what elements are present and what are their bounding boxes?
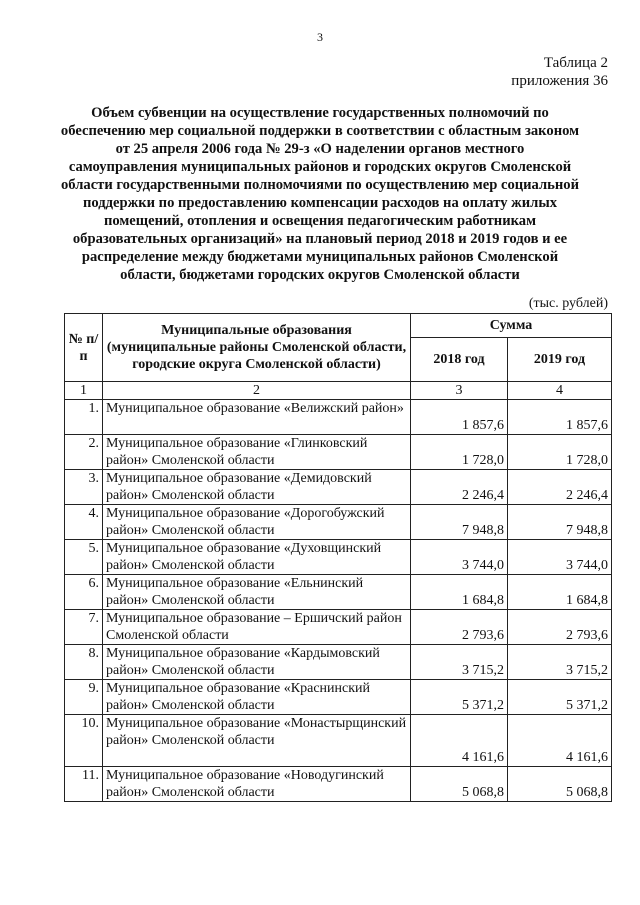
table-caption	[511, 54, 608, 90]
municipality-name: Муниципальное образование «Глинковский район» Смоленской области	[103, 435, 411, 470]
header-sum: Сумма	[411, 314, 612, 338]
municipality-name: Муниципальное образование «Ельнинский район» Смоленской области	[103, 575, 411, 610]
table-row	[65, 680, 612, 715]
amount-2019: 4 161,6	[508, 715, 612, 767]
amount-2019: 1 728,0	[508, 435, 612, 470]
amount-2019: 7 948,8	[508, 505, 612, 540]
row-number: 3.	[65, 470, 103, 505]
row-number: 1.	[65, 400, 103, 435]
municipality-name: Муниципальное образование «Кардымовский район» Смоленской области	[103, 645, 411, 680]
row-number: 7.	[65, 610, 103, 645]
amount-2018: 3 715,2	[411, 645, 508, 680]
row-number: 9.	[65, 680, 103, 715]
row-number: 6.	[65, 575, 103, 610]
amount-2019: 2 246,4	[508, 470, 612, 505]
column-index: 3	[411, 382, 508, 400]
municipality-name: Муниципальное образование – Ершичский район Смоленской области	[103, 610, 411, 645]
table-row	[65, 400, 612, 435]
municipality-name: Муниципальное образование «Монастырщинский район» Смоленской области	[103, 715, 411, 767]
row-number: 8.	[65, 645, 103, 680]
units-label: (тыс. рублей)	[528, 296, 608, 311]
amount-2019: 2 793,6	[508, 610, 612, 645]
amount-2019: 5 068,8	[508, 767, 612, 802]
table-row	[65, 470, 612, 505]
municipality-name: Муниципальное образование «Новодугинский район» Смоленской области	[103, 767, 411, 802]
document-title: Объем субвенции на осуществление государственных полномочий по обеспечению мер социальной поддержки в соответствии с областным законом от 25 апреля 2006 года № 29-з «О наделении органов местного самоуправления муниципальных районов и городских округов Смоленской области государственными полномочиями по осуществлению мер социальной поддержки по предоставлению компенсации расходов на оплату жилых помещений, отопления и освещения педагогическим работникам образовательных организаций» на плановый период 2018 и 2019 годов и ее распределение между бюджетами муниципальных районов Смоленской области, бюджетами городских округов Смоленской области	[60, 105, 580, 283]
amount-2018: 4 161,6	[411, 715, 508, 767]
municipality-name: Муниципальное образование «Велижский район»	[103, 400, 411, 435]
table-row	[65, 767, 612, 802]
amount-2018: 5 068,8	[411, 767, 508, 802]
row-number: 5.	[65, 540, 103, 575]
table-row	[65, 610, 612, 645]
subsidy-table	[64, 313, 612, 802]
amount-2018: 5 371,2	[411, 680, 508, 715]
column-index: 2	[103, 382, 411, 400]
row-number: 2.	[65, 435, 103, 470]
amount-2018: 7 948,8	[411, 505, 508, 540]
row-number: 4.	[65, 505, 103, 540]
header-name: Муниципальные образования (муниципальные районы Смоленской области, городские округа Смоленской области)	[103, 314, 411, 382]
table-row	[65, 715, 612, 767]
table-row	[65, 505, 612, 540]
header-year-2018: 2018 год	[411, 338, 508, 382]
amount-2019: 1 684,8	[508, 575, 612, 610]
table-row	[65, 435, 612, 470]
municipality-name: Муниципальное образование «Дорогобужский район» Смоленской области	[103, 505, 411, 540]
table-row	[65, 540, 612, 575]
municipality-name: Муниципальное образование «Демидовский район» Смоленской области	[103, 470, 411, 505]
header-num: № п/п	[65, 314, 103, 382]
amount-2018: 2 246,4	[411, 470, 508, 505]
column-index-row	[65, 382, 612, 400]
table-row	[65, 645, 612, 680]
amount-2018: 1 728,0	[411, 435, 508, 470]
table-row	[65, 575, 612, 610]
column-index: 1	[65, 382, 103, 400]
caption-appendix-label: приложения 36	[511, 73, 608, 89]
amount-2019: 1 857,6	[508, 400, 612, 435]
amount-2018: 2 793,6	[411, 610, 508, 645]
caption-table-label: Таблица 2	[543, 55, 608, 71]
municipality-name: Муниципальное образование «Краснинский район» Смоленской области	[103, 680, 411, 715]
amount-2018: 1 684,8	[411, 575, 508, 610]
amount-2019: 5 371,2	[508, 680, 612, 715]
column-index: 4	[508, 382, 612, 400]
amount-2018: 1 857,6	[411, 400, 508, 435]
row-number: 10.	[65, 715, 103, 767]
header-year-2019: 2019 год	[508, 338, 612, 382]
amount-2019: 3 744,0	[508, 540, 612, 575]
amount-2018: 3 744,0	[411, 540, 508, 575]
municipality-name: Муниципальное образование «Духовщинский район» Смоленской области	[103, 540, 411, 575]
amount-2019: 3 715,2	[508, 645, 612, 680]
page-number: 3	[317, 30, 323, 44]
row-number: 11.	[65, 767, 103, 802]
